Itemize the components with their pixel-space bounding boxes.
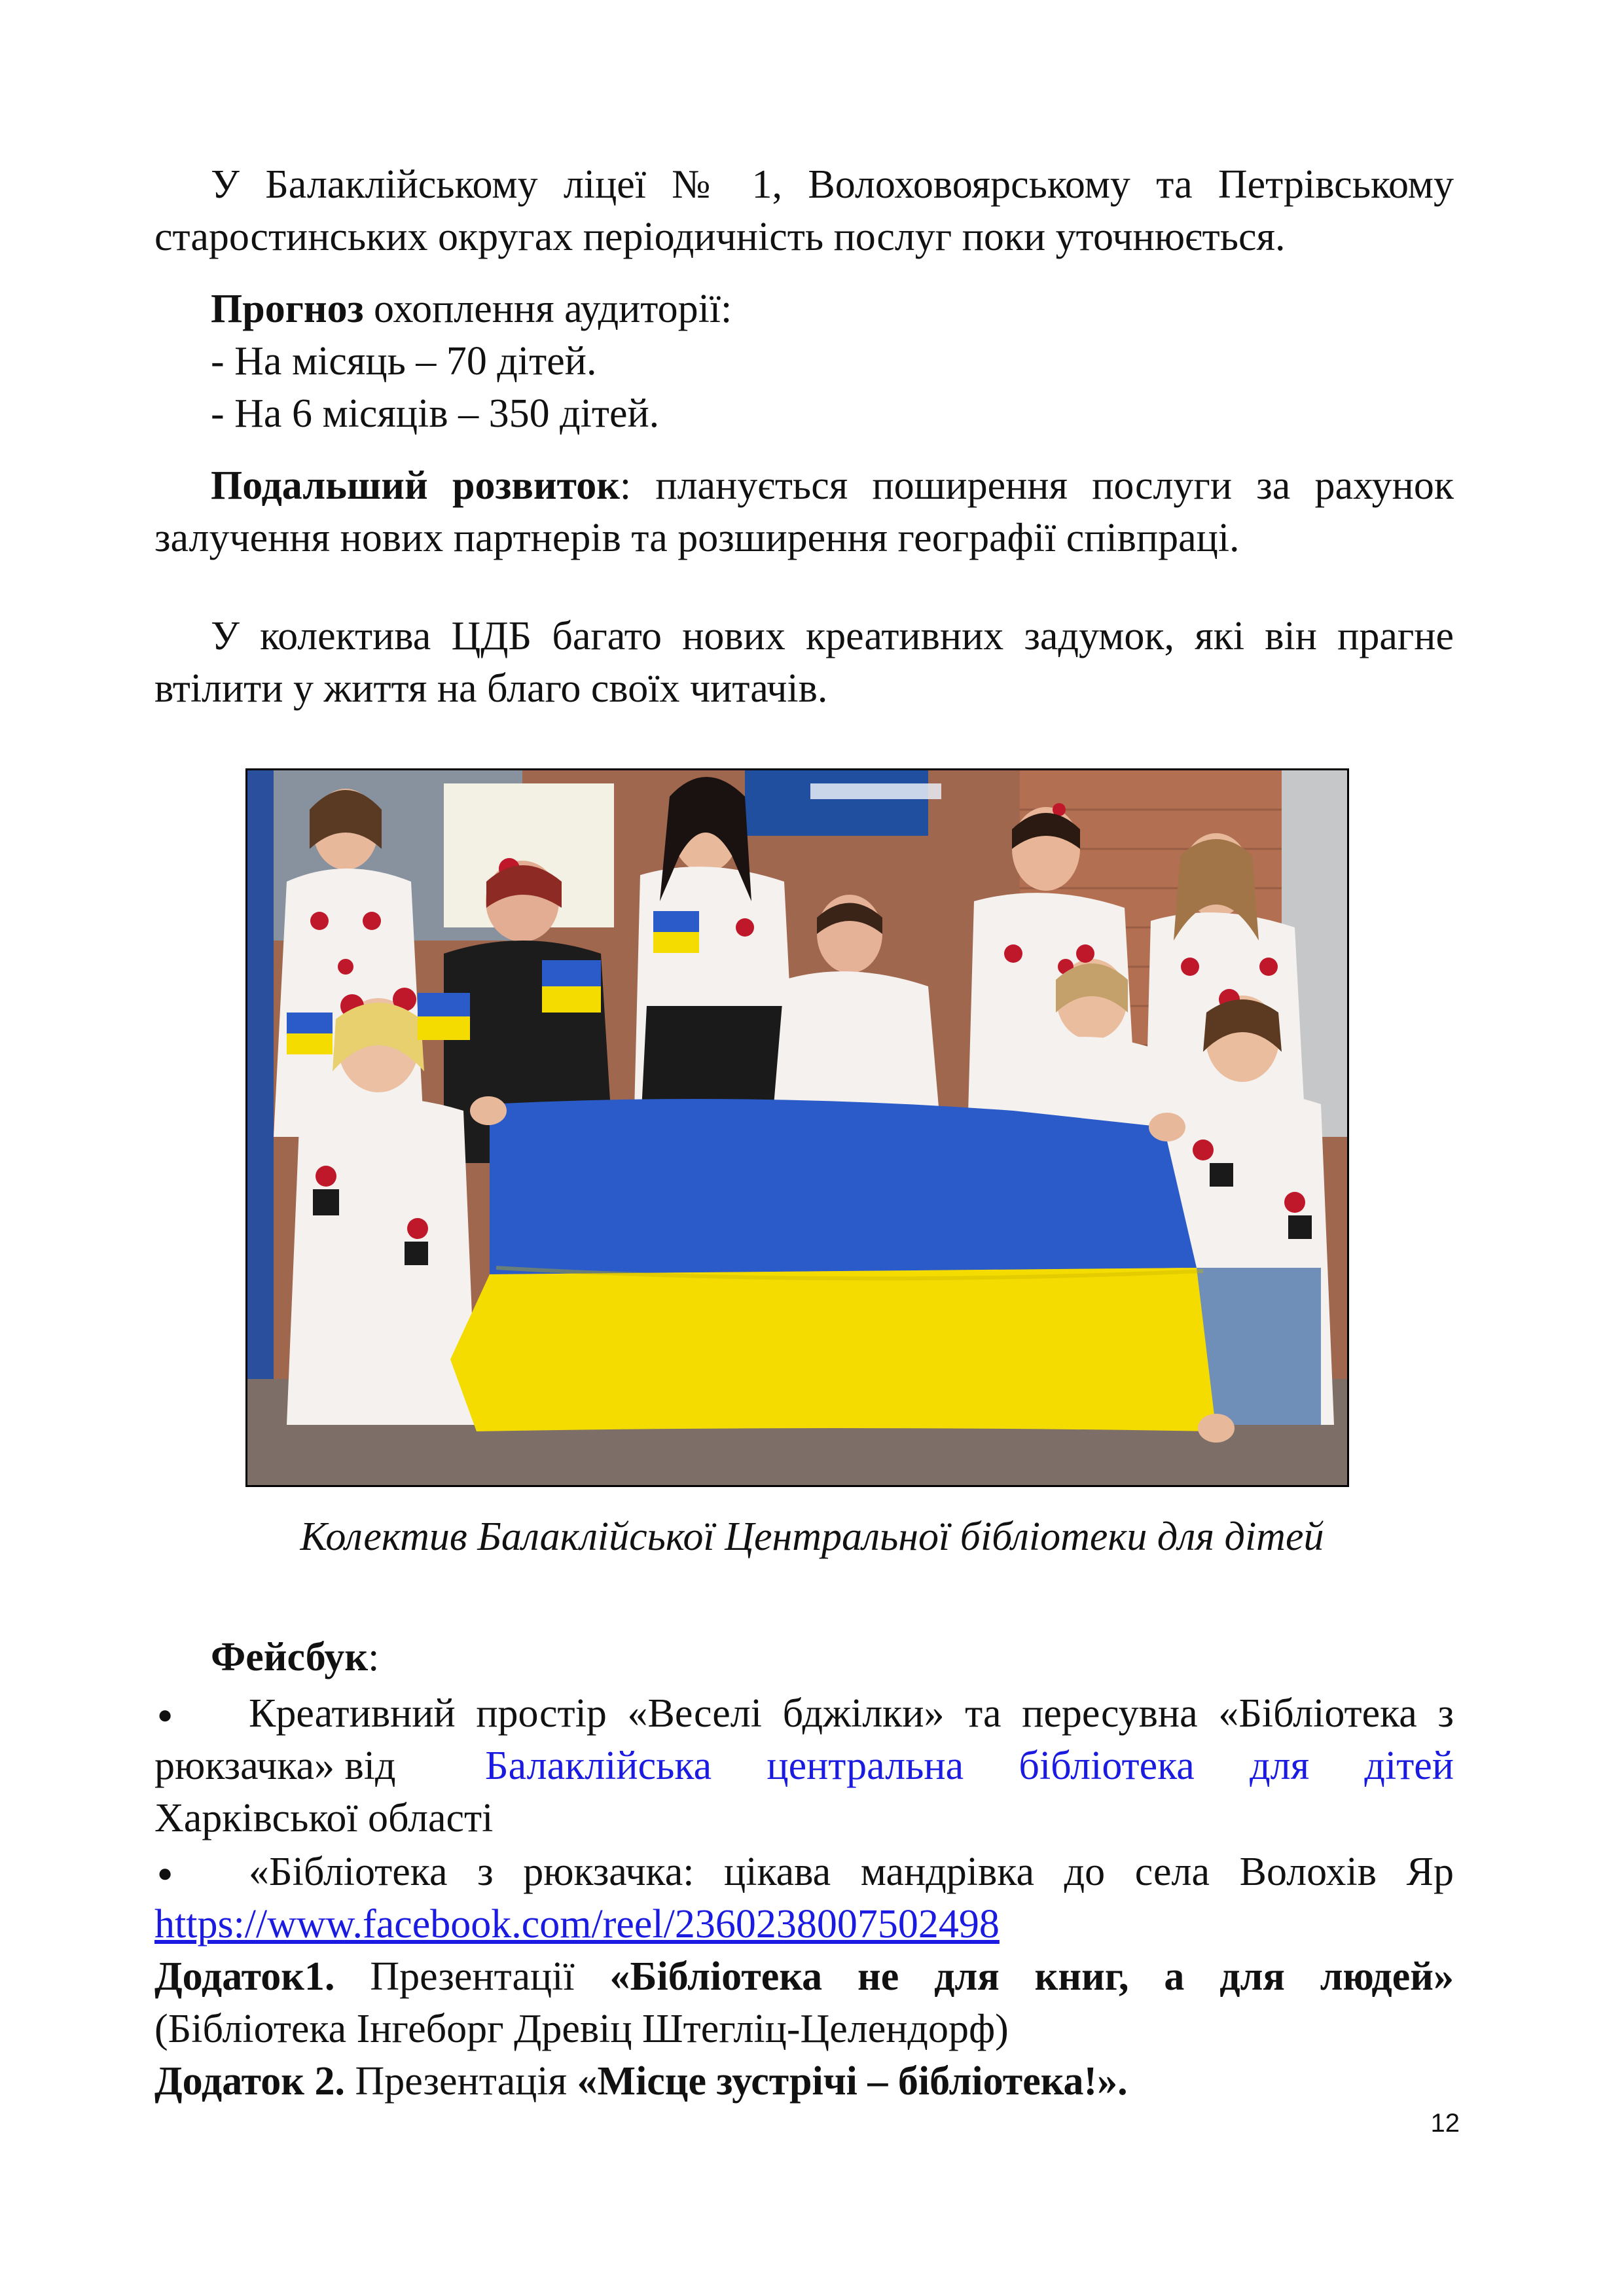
forecast-month: - На місяць – 70 дітей. (211, 339, 597, 384)
forecast-6months: - На 6 місяців – 350 дітей. (211, 391, 660, 436)
appendix-2-text: Презентація (345, 2059, 577, 2104)
team-photo-illustration (247, 770, 1347, 1485)
paragraph-line: У Балаклійському ліцеї № 1, Волоховоярському та Петрівському (211, 162, 1454, 207)
appendix-1-line-2: (Бібліотека Інгеборг Древіц Штегліц-Целендорф) (154, 2007, 1009, 2051)
appendix-2-title: «Місце зустрічі – бібліотека!». (577, 2059, 1128, 2104)
development-text: : планується поширення послуги за рахунок (619, 463, 1454, 508)
development-label: Подальший розвиток (211, 463, 620, 508)
facebook-item-1-line-1: Креативний простір «Веселі бджілки» та пересувна «Бібліотека з (249, 1691, 1454, 1736)
forecast-text: охоплення аудиторії: (363, 287, 732, 331)
photo-caption: Колектив Балаклійської Центральної бібліотеки для дітей (300, 1515, 1324, 1559)
facebook-heading-colon: : (368, 1635, 380, 1679)
bullet-icon: ● (157, 1858, 173, 1888)
bullet-icon: ● (157, 1700, 173, 1729)
appendix-1-text: Презентації (334, 1954, 610, 1999)
appendix-1-line (154, 1950, 1454, 2003)
forecast-heading (211, 283, 732, 335)
facebook-heading (211, 1631, 379, 1683)
team-line: У колектива ЦДБ багато нових креативних задумок, які він прагне (211, 614, 1454, 658)
paragraph-line: старостинських округах періодичність послуг поки уточнюється. (154, 215, 1286, 259)
facebook-item-1-prefix: рюкзачка» від (154, 1744, 396, 1788)
appendix-2-label: Додаток 2. (154, 2059, 345, 2104)
facebook-item-2-line-1: «Бібліотека з рюкзачка: цікава мандрівка до села Волохів Яр (249, 1850, 1454, 1894)
appendix-1-title: «Бібліотека не для книг, а для людей» (609, 1954, 1454, 1999)
library-facebook-link[interactable]: Балаклійська центральна бібліотека для дітей (485, 1744, 1454, 1788)
page-number: 12 (1430, 2109, 1460, 2138)
forecast-label: Прогноз (211, 287, 364, 331)
facebook-heading-label: Фейсбук (211, 1635, 369, 1679)
ukrainian-flag (450, 1099, 1216, 1431)
facebook-item-1-line-3: Харківської області (154, 1796, 494, 1840)
development-line (211, 459, 1454, 512)
facebook-reel-link[interactable]: https://www.facebook.com/reel/2360238007502498 (154, 1902, 1000, 1946)
team-line-2: втілити у життя на благо своїх читачів. (154, 666, 828, 711)
appendix-1-label: Додаток1. (154, 1954, 335, 1999)
development-line-2: залучення нових партнерів та розширення географії співпраці. (154, 516, 1240, 560)
appendix-2-line (154, 2055, 1128, 2108)
team-photo (245, 768, 1349, 1487)
